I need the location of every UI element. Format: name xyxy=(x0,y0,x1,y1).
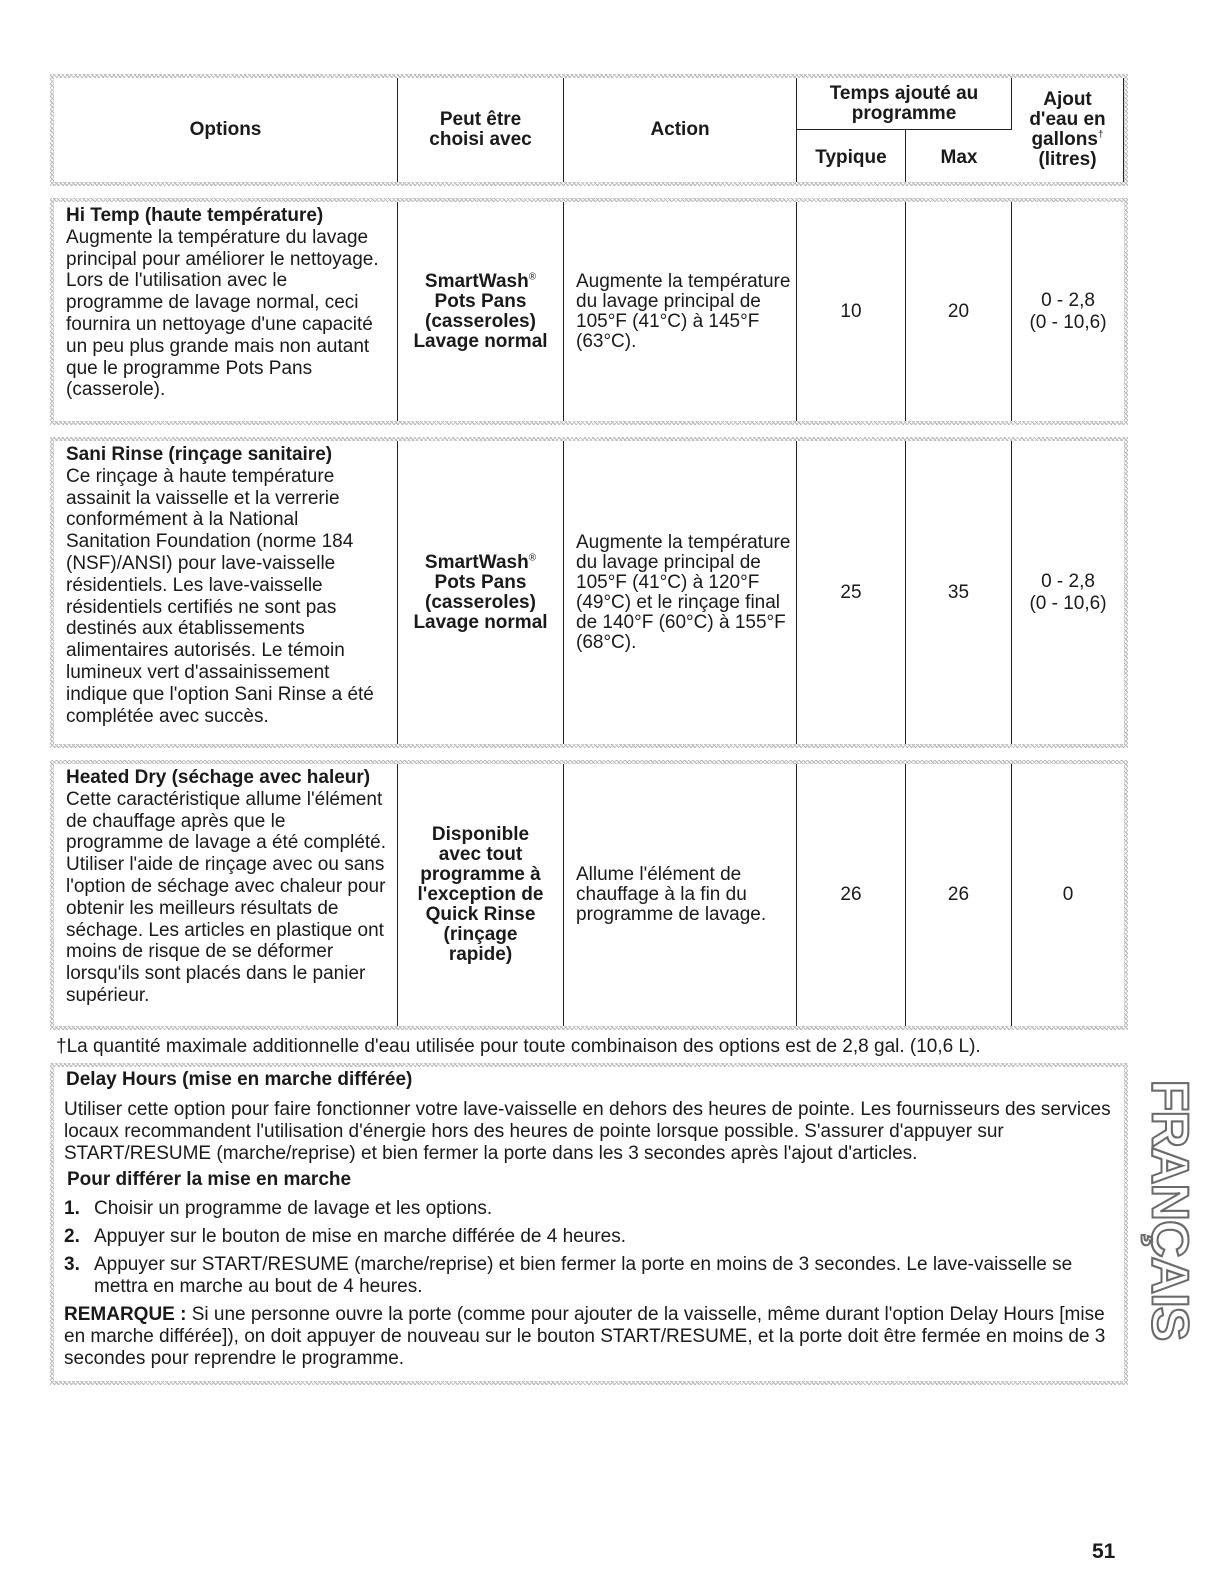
list-item xyxy=(64,1254,1112,1298)
option-cell xyxy=(54,764,398,1026)
water-added xyxy=(1012,764,1124,1026)
registered-mark: ® xyxy=(528,552,537,564)
compatible-program: Quick Rinse xyxy=(425,904,536,925)
water-gallons: 0 xyxy=(1062,884,1074,906)
step-text: Appuyer sur START/RESUME (marche/reprise) et bien fermer la porte en moins de 3 secondes. Le lave-vaisselle se mettra en marche au bout de 4 heures. xyxy=(94,1254,1073,1297)
option-title: Heated Dry (séchage avec haleur) xyxy=(66,767,371,788)
registered-mark: ® xyxy=(528,271,537,283)
option-cell xyxy=(54,441,398,744)
delay-hours-section xyxy=(50,1063,1128,1385)
step-text: Choisir un programme de lavage et les options. xyxy=(94,1198,493,1219)
time-typical: 26 xyxy=(797,764,906,1026)
option-title: Hi Temp (haute température) xyxy=(66,205,324,226)
compatible-program: Lavage normal xyxy=(413,611,548,633)
option-description: Augmente la température du lavage principal pour améliorer le nettoyage. Lors de l'utilisation avec le programme de lavage normal, ceci fournira un nettoyage d'une capacité un peu plus grande mais non autant que le programme Pots Pans (casserole). xyxy=(66,226,379,401)
option-cell xyxy=(54,202,398,421)
compatible-program: SmartWash xyxy=(424,270,529,292)
header-typical: Typique xyxy=(797,130,906,182)
option-action: Augmente la température du lavage principal de 105°F (41°C) à 120°F (49°C) et le rinçage final de 140°F (60°C) à 155°F (68°C). xyxy=(564,441,797,744)
option-row-sani-rinse xyxy=(50,437,1128,748)
delay-steps-list xyxy=(64,1198,1112,1298)
header-max: Max xyxy=(940,147,978,168)
page-number: 51 xyxy=(1092,1540,1116,1563)
compatible-program: Lavage normal xyxy=(413,330,548,352)
compatible-program: programme à xyxy=(420,864,541,885)
header-water-added-line1: Ajout d'eau en gallons xyxy=(1029,89,1106,150)
header-can-be-chosen-with: Peut être choisi avec xyxy=(398,78,564,182)
header-time-added: Temps ajouté au programme xyxy=(797,78,1012,130)
footnote: †La quantité maximale additionnelle d'eau utilisée pour toute combinaison des options est de 2,8 gal. (10,6 L). xyxy=(56,1036,981,1057)
option-action: Augmente la température du lavage principal de 105°F (41°C) à 145°F (63°C). xyxy=(564,202,797,421)
compatible-program: Disponible xyxy=(431,824,530,845)
time-typical: 10 xyxy=(797,202,906,421)
header-options: Options xyxy=(54,78,398,182)
header-water-added xyxy=(1012,78,1124,182)
compatible-program: Pots Pans xyxy=(434,571,527,593)
note-label: REMARQUE : xyxy=(64,1304,187,1325)
compatible-program: rapide) xyxy=(448,944,513,965)
compatible-program: (casseroles) xyxy=(425,310,536,332)
option-title: Sani Rinse (rinçage sanitaire) xyxy=(66,444,333,465)
compatible-programs xyxy=(398,441,564,744)
option-description: Ce rinçage à haute température assainit la vaisselle et la verrerie conformément à la National Sanitation Foundation (norme 184 (NSF)/ANSI) pour lave-vaisselle résidentiels. Les lave-vaisselle résidentiels certifiés ne sont pas destinés aux établissements alimentaires autorisés. Le témoin lumineux vert d'assainissement indique que l'option Sani Rinse a été complétée avec succès. xyxy=(66,465,374,727)
water-litres: (0 - 10,6) xyxy=(1029,311,1107,333)
header-water-added-line2: (litres) xyxy=(1038,149,1097,170)
time-typical: 25 xyxy=(797,441,906,744)
water-added xyxy=(1012,202,1124,421)
compatible-program: (rinçage xyxy=(443,924,518,945)
compatible-programs xyxy=(398,764,564,1026)
water-added xyxy=(1012,441,1124,744)
delay-hours-title: Delay Hours (mise en marche différée) xyxy=(66,1069,413,1090)
option-action: Allume l'élément de chauffage à la fin du programme de lavage. xyxy=(564,764,797,1026)
compatible-program: avec tout xyxy=(438,844,523,865)
water-gallons: 0 - 2,8 xyxy=(1041,570,1095,592)
compatible-program: Pots Pans xyxy=(434,290,527,312)
compatible-program: (casseroles) xyxy=(425,591,536,613)
delay-note xyxy=(64,1304,1112,1370)
compatible-program: SmartWash xyxy=(424,551,529,573)
note-text: Si une personne ouvre la porte (comme pour ajouter de la vaisselle, même durant l'option Delay Hours [mise en marche différée]), on doit appuyer de nouveau sur le bouton START/RESUME, et la porte doit être fermée en moins de 3 secondes pour reprendre le programme. xyxy=(64,1304,1106,1369)
language-side-tab xyxy=(1140,1079,1199,1341)
delay-hours-intro: Utiliser cette option pour faire fonctionner votre lave-vaisselle en dehors des heures de pointe. Les fournisseurs des services locaux recommandent l'utilisation d'énergie hors des heures de pointe lorsque possible. S'assurer d'appuyer sur START/RESUME (marche/reprise) et bien fermer la porte dans les 3 secondes après l'ajout d'articles. xyxy=(64,1099,1111,1164)
water-gallons: 0 - 2,8 xyxy=(1041,289,1095,311)
compatible-programs xyxy=(398,202,564,421)
water-litres: (0 - 10,6) xyxy=(1029,592,1107,614)
time-max: 35 xyxy=(906,441,1012,744)
dagger-mark: † xyxy=(1097,129,1104,141)
step-text: Appuyer sur le bouton de mise en marche différée de 4 heures. xyxy=(94,1226,626,1247)
header-action: Action xyxy=(564,78,797,182)
step-number: 3. xyxy=(64,1254,80,1275)
time-max: 26 xyxy=(906,764,1012,1026)
list-item xyxy=(64,1226,1112,1248)
step-number: 2. xyxy=(64,1226,80,1247)
time-max: 20 xyxy=(906,202,1012,421)
language-label: FRANÇAIS xyxy=(1140,1079,1199,1341)
option-description: Cette caractéristique allume l'élément de chauffage après que le programme de lavage a été complété. Utiliser l'aide de rinçage avec ou sans l'option de séchage avec chaleur pour obtenir les meilleurs résultats de séchage. Les articles en plastique ont moins de risque de se déformer lorsqu'ils sont placés dans le panier supérieur. xyxy=(66,788,387,1006)
step-number: 1. xyxy=(64,1198,80,1219)
options-table-header xyxy=(50,74,1128,186)
delay-hours-subheading: Pour différer la mise en marche xyxy=(67,1169,352,1190)
option-row-hi-temp xyxy=(50,198,1128,425)
list-item xyxy=(64,1198,1112,1220)
compatible-program: l'exception de xyxy=(417,884,544,905)
option-row-heated-dry xyxy=(50,760,1128,1030)
